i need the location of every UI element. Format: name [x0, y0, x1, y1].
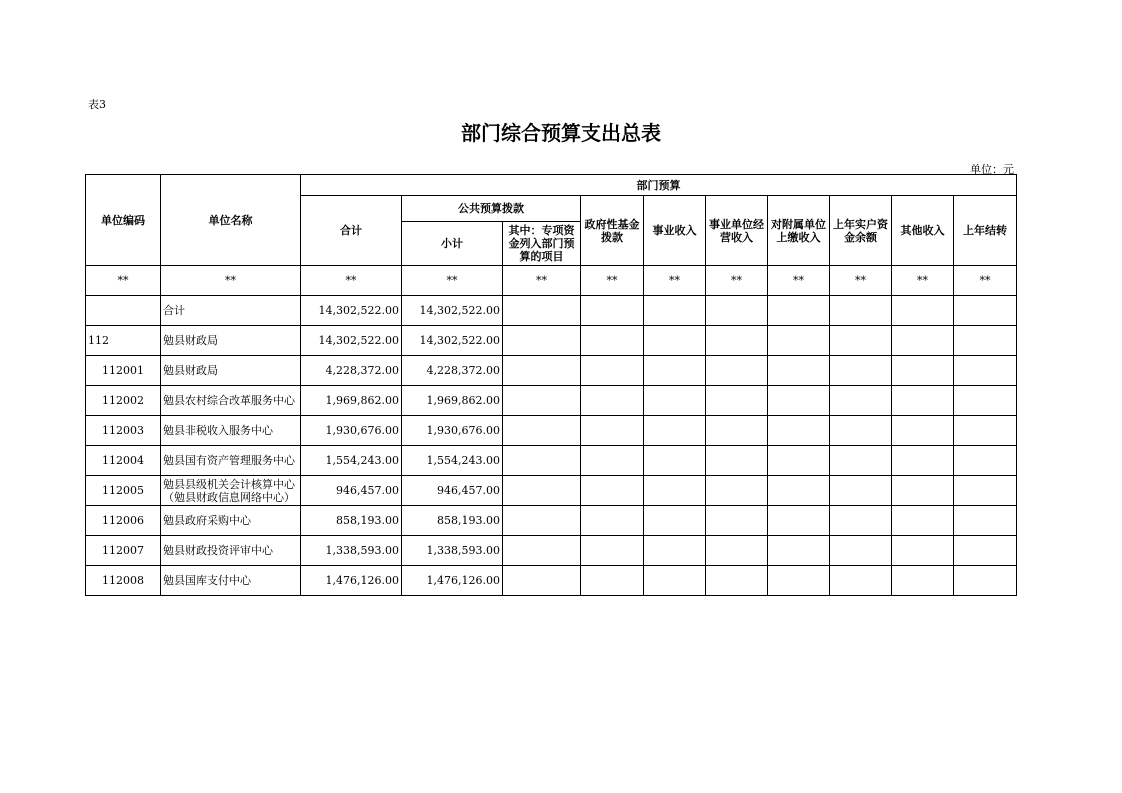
- empty-cell: [892, 446, 954, 476]
- empty-cell: [830, 386, 892, 416]
- empty-cell: [768, 476, 830, 506]
- header-business-operation: 事业单位经营收入: [706, 196, 768, 266]
- empty-cell: [644, 476, 706, 506]
- header-unit-code: 单位编码: [86, 175, 161, 266]
- empty-cell: [830, 356, 892, 386]
- table-row: [86, 356, 1017, 386]
- header-special-fund: 其中：专项资金列入部门预算的项目: [503, 222, 581, 266]
- header-dept-budget: 部门预算: [301, 175, 1017, 196]
- empty-cell: [581, 566, 644, 596]
- header-public-budget: 公共预算拨款: [402, 196, 581, 222]
- subtotal-cell: 1,554,243.00: [402, 446, 503, 476]
- empty-cell: [581, 536, 644, 566]
- total-cell: 14,302,522.00: [301, 296, 402, 326]
- empty-cell: [581, 416, 644, 446]
- table-row: [86, 446, 1017, 476]
- empty-cell: [892, 326, 954, 356]
- empty-cell: [892, 386, 954, 416]
- empty-cell: [503, 506, 581, 536]
- unit-code-cell: 112008: [86, 566, 161, 596]
- table-row: [86, 476, 1017, 506]
- unit-code-cell: 112005: [86, 476, 161, 506]
- empty-cell: [954, 296, 1017, 326]
- empty-cell: [768, 446, 830, 476]
- unit-code-cell: 112002: [86, 386, 161, 416]
- empty-cell: [644, 356, 706, 386]
- empty-cell: [892, 416, 954, 446]
- total-cell: 1,338,593.00: [301, 536, 402, 566]
- empty-cell: [706, 566, 768, 596]
- header-business-income: 事业收入: [644, 196, 706, 266]
- empty-cell: [830, 296, 892, 326]
- empty-cell: [503, 446, 581, 476]
- unit-name-cell: 合计: [161, 296, 301, 326]
- total-cell: 946,457.00: [301, 476, 402, 506]
- unit-label: 单位：元: [970, 163, 1014, 176]
- subtotal-cell: 946,457.00: [402, 476, 503, 506]
- empty-cell: [954, 536, 1017, 566]
- header-affiliated: 对附属单位上缴收入: [768, 196, 830, 266]
- table-row: [86, 296, 1017, 326]
- empty-cell: [892, 506, 954, 536]
- empty-cell: [954, 326, 1017, 356]
- unit-code-cell: 112007: [86, 536, 161, 566]
- empty-cell: [768, 386, 830, 416]
- column-marker: **: [892, 266, 954, 296]
- empty-cell: [768, 326, 830, 356]
- empty-cell: [768, 536, 830, 566]
- unit-name-cell: 勉县国有资产管理服务中心: [161, 446, 301, 476]
- empty-cell: [768, 356, 830, 386]
- total-cell: 1,969,862.00: [301, 386, 402, 416]
- unit-name-cell: 勉县国库支付中心: [161, 566, 301, 596]
- total-cell: 1,476,126.00: [301, 566, 402, 596]
- unit-code-cell: 112: [86, 326, 161, 356]
- empty-cell: [830, 536, 892, 566]
- empty-cell: [706, 476, 768, 506]
- empty-cell: [644, 566, 706, 596]
- subtotal-cell: 1,930,676.00: [402, 416, 503, 446]
- table-row: [86, 326, 1017, 356]
- header-unit-name: 单位名称: [161, 175, 301, 266]
- empty-cell: [503, 416, 581, 446]
- empty-cell: [830, 416, 892, 446]
- unit-name-cell: 勉县财政局: [161, 326, 301, 356]
- subtotal-cell: 1,969,862.00: [402, 386, 503, 416]
- header-total: 合计: [301, 196, 402, 266]
- empty-cell: [892, 536, 954, 566]
- empty-cell: [892, 476, 954, 506]
- subtotal-cell: 1,338,593.00: [402, 536, 503, 566]
- empty-cell: [581, 476, 644, 506]
- empty-cell: [706, 326, 768, 356]
- column-marker: **: [161, 266, 301, 296]
- empty-cell: [503, 356, 581, 386]
- unit-code-cell: 112001: [86, 356, 161, 386]
- unit-code-cell: 112004: [86, 446, 161, 476]
- unit-name-cell: 勉县农村综合改革服务中心: [161, 386, 301, 416]
- column-marker: **: [503, 266, 581, 296]
- header-other-income: 其他收入: [892, 196, 954, 266]
- total-cell: 14,302,522.00: [301, 326, 402, 356]
- unit-code-cell: [86, 296, 161, 326]
- total-cell: 4,228,372.00: [301, 356, 402, 386]
- empty-cell: [768, 296, 830, 326]
- unit-name-cell: 勉县政府采购中心: [161, 506, 301, 536]
- empty-cell: [644, 386, 706, 416]
- empty-cell: [954, 446, 1017, 476]
- column-marker: **: [768, 266, 830, 296]
- empty-cell: [954, 506, 1017, 536]
- empty-cell: [830, 476, 892, 506]
- empty-cell: [706, 446, 768, 476]
- total-cell: 1,554,243.00: [301, 446, 402, 476]
- unit-name-cell: 勉县非税收入服务中心: [161, 416, 301, 446]
- empty-cell: [892, 356, 954, 386]
- empty-cell: [706, 356, 768, 386]
- empty-cell: [954, 386, 1017, 416]
- table-row: [86, 416, 1017, 446]
- empty-cell: [706, 296, 768, 326]
- subtotal-cell: 1,476,126.00: [402, 566, 503, 596]
- empty-cell: [768, 506, 830, 536]
- total-cell: 858,193.00: [301, 506, 402, 536]
- table-row: [86, 566, 1017, 596]
- empty-cell: [954, 566, 1017, 596]
- total-cell: 1,930,676.00: [301, 416, 402, 446]
- table-row: [86, 386, 1017, 416]
- header-last-year-carry: 上年结转: [954, 196, 1017, 266]
- unit-code-cell: 112006: [86, 506, 161, 536]
- column-marker: **: [86, 266, 161, 296]
- empty-cell: [644, 536, 706, 566]
- subtotal-cell: 14,302,522.00: [402, 296, 503, 326]
- empty-cell: [830, 506, 892, 536]
- column-marker: **: [644, 266, 706, 296]
- empty-cell: [503, 566, 581, 596]
- empty-cell: [644, 416, 706, 446]
- empty-cell: [644, 296, 706, 326]
- empty-cell: [892, 296, 954, 326]
- column-marker: **: [581, 266, 644, 296]
- header-carryover-balance: 上年实户资金余额: [830, 196, 892, 266]
- empty-cell: [503, 296, 581, 326]
- empty-cell: [892, 566, 954, 596]
- unit-name-cell: 勉县县级机关会计核算中心（勉县财政信息网络中心）: [161, 476, 301, 506]
- empty-cell: [581, 326, 644, 356]
- empty-cell: [954, 356, 1017, 386]
- empty-cell: [581, 356, 644, 386]
- empty-cell: [768, 566, 830, 596]
- empty-cell: [581, 296, 644, 326]
- empty-cell: [954, 476, 1017, 506]
- empty-cell: [830, 566, 892, 596]
- column-marker: **: [830, 266, 892, 296]
- column-marker: **: [402, 266, 503, 296]
- empty-cell: [954, 416, 1017, 446]
- header-gov-fund: 政府性基金拨款: [581, 196, 644, 266]
- empty-cell: [706, 416, 768, 446]
- subtotal-cell: 4,228,372.00: [402, 356, 503, 386]
- empty-cell: [830, 326, 892, 356]
- empty-cell: [644, 326, 706, 356]
- unit-code-cell: 112003: [86, 416, 161, 446]
- empty-cell: [503, 386, 581, 416]
- empty-cell: [706, 506, 768, 536]
- unit-name-cell: 勉县财政投资评审中心: [161, 536, 301, 566]
- empty-cell: [830, 446, 892, 476]
- empty-cell: [503, 476, 581, 506]
- empty-cell: [768, 416, 830, 446]
- table-row: [86, 506, 1017, 536]
- column-marker-row: [86, 266, 1017, 296]
- empty-cell: [644, 446, 706, 476]
- subtotal-cell: 858,193.00: [402, 506, 503, 536]
- empty-cell: [706, 386, 768, 416]
- unit-name-cell: 勉县财政局: [161, 356, 301, 386]
- page-title: 部门综合预算支出总表: [461, 121, 661, 145]
- subtotal-cell: 14,302,522.00: [402, 326, 503, 356]
- empty-cell: [581, 386, 644, 416]
- column-marker: **: [954, 266, 1017, 296]
- empty-cell: [706, 536, 768, 566]
- table-row: [86, 536, 1017, 566]
- empty-cell: [644, 506, 706, 536]
- budget-table: [85, 174, 1017, 596]
- empty-cell: [503, 536, 581, 566]
- empty-cell: [581, 506, 644, 536]
- column-marker: **: [301, 266, 402, 296]
- empty-cell: [503, 326, 581, 356]
- empty-cell: [581, 446, 644, 476]
- header-subtotal: 小计: [402, 222, 503, 266]
- table-number: 表3: [88, 98, 106, 111]
- column-marker: **: [706, 266, 768, 296]
